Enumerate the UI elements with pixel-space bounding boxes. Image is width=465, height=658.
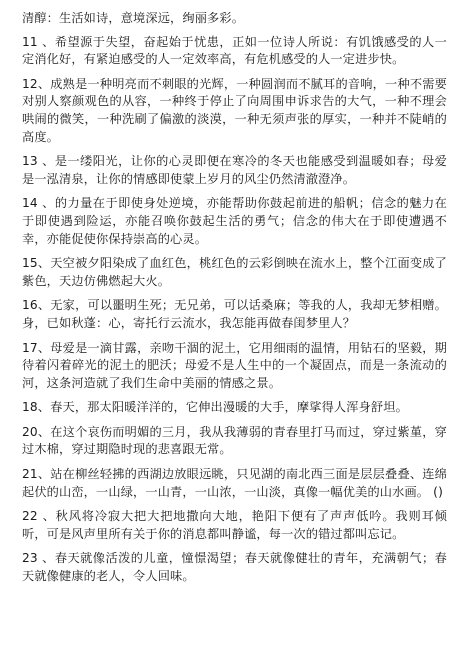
paragraph-intro: 清醇：生活如诗，意境深远，绚丽多彩。 [22, 11, 245, 25]
paragraph-15: 15、天空被夕阳染成了血红色，桃红色的云彩倒映在流水上，整个江面变成了紫色，天边仿佛燃起大火。 [22, 256, 447, 288]
paragraph-18: 18、春天，那太阳暖洋洋的，它伸出漫暖的大手，摩挲得人浑身舒坦。 [22, 400, 408, 415]
paragraph-17: 17、母爱是一滴甘露，亲吻干涸的泥土，它用细雨的温情，用钻石的坚毅，期待着闪着碎光的泥土的肥沃；母爱不是人生中的一个凝固点，而是一条流动的河，这条河造就了我们生命中美丽的情感之景。 [22, 340, 447, 390]
paragraph-21: 21、站在柳丝轻拂的西湖边放眼远眺，只见湖的南北西三面是层层叠叠、连绵起伏的山峦，一山绿，一山青，一山浓，一山淡，真像一幅优美的山水画。 () [22, 467, 447, 499]
paragraph-11: 11 、希望源于失望，奋起始于忧患，正如一位诗人所说：有饥饿感受的人一定消化好，有紧迫感受的人一定效率高，有危机感受的人一定进步快。 [22, 34, 447, 67]
paragraph-22: 22 、秋风将冷寂大把大把地撒向大地，艳阳下便有了声声低吟。我则耳倾听，可是风声里所有关于你的消息都叫静谧，每一次的错过都叫忘记。 [22, 509, 447, 541]
paragraph-16: 16、无家，可以噩明生死；无兄弟，可以话桑麻；等我的人，我却无梦相赠。身，已如秋蓬：心，寄托行云流水，我怎能再做春闺梦里人？ [22, 298, 447, 330]
paragraph-14: 14 、的力量在于即使身处逆境，亦能帮助你鼓起前进的船帆；信念的魅力在于即使遇到险运，亦能召唤你鼓起生活的勇气；信念的伟大在于即使遭遇不幸，亦能促使你保持崇高的心灵。 [22, 196, 447, 246]
paragraph-20: 20、在这个哀伤而明媚的三月，我从我薄弱的青春里打马而过，穿过紫堇，穿过木棉，穿过期隐时现的悲喜跟无常。 [22, 424, 447, 457]
paragraph-12: 12、成熟是一种明亮而不刺眼的光辉，一种圆润而不腻耳的音响，一种不需要对别人察颜观色的从容，一种终于停止了向周围申诉求告的大气，一种不理会哄闹的微笑，一种洗刷了偏激的淡漠，一种无须声张的厚实，一种并不陡峭的高度。 [22, 76, 447, 144]
paragraph-13: 13 、是一缕阳光，让你的心灵即便在寒冷的冬天也能感受到温暖如春；母爱是一泓清泉，让你的情感即使蒙上岁月的风尘仍然清澈澄净。 [22, 154, 447, 186]
document-body [22, 10, 447, 593]
paragraph-23: 23 、春天就像活泼的儿童，憧憬渴望；春天就像健壮的青年，充满朝气；春天就像健康的老人，令人回味。 [22, 551, 447, 584]
